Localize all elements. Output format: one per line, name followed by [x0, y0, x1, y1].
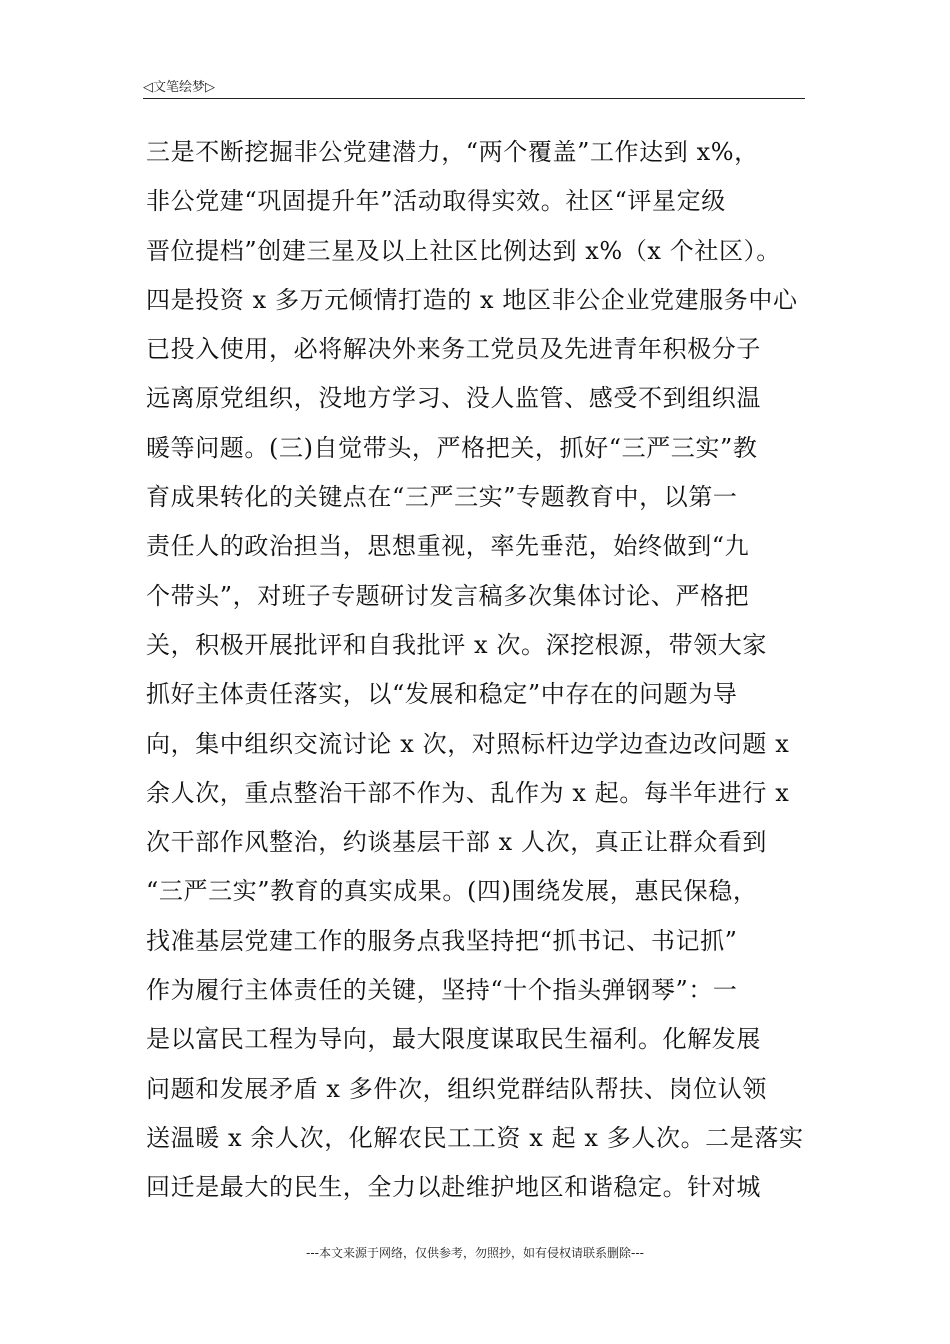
body-line: 找准基层党建工作的服务点我坚持把“抓书记、书记抓” — [146, 926, 738, 955]
body-line: 抓好主体责任落实，以“发展和稳定”中存在的问题为导 — [146, 680, 738, 709]
body-line: 回迁是最大的民生，全力以赴维护地区和谐稳定。针对城 — [146, 1173, 761, 1202]
page-header — [143, 74, 805, 99]
body-line: 是以富民工程为导向，最大限度谋取民生福利。化解发展 — [146, 1025, 761, 1054]
body-line: 四是投资 x 多万元倾情打造的 x 地区非公企业党建服务中心 — [146, 285, 798, 314]
body-line: 三是不断挖掘非公党建潜力，“两个覆盖”工作达到 x%， — [146, 138, 759, 166]
body-line: 次干部作风整治，约谈基层干部 x 人次，真正让群众看到 — [146, 828, 767, 857]
body-line: 问题和发展矛盾 x 多件次，组织党群结队帮扶、岗位认领 — [146, 1074, 767, 1103]
body-line: 关，积极开展批评和自我批评 x 次。深挖根源，带领大家 — [146, 630, 767, 659]
body-line: 余人次，重点整治干部不作为、乱作为 x 起。每半年进行 x — [146, 778, 790, 807]
body-line: 育成果转化的关键点在“三严三实”专题教育中，以第一 — [146, 483, 738, 512]
body-line: 作为履行主体责任的关键，坚持“十个指头弹钢琴”：一 — [146, 976, 738, 1005]
body-line: 远离原党组织，没地方学习、没人监管、感受不到组织温 — [146, 384, 761, 413]
header-title: ◁文笔绘梦▷ — [143, 80, 215, 95]
page-footer: ---本文来源于网络，仅供参考，勿照抄，如有侵权请联系删除--- — [306, 1246, 644, 1260]
body-line: 个带头”，对班子专题研讨发言稿多次集体讨论、严格把 — [146, 581, 750, 610]
document-body — [146, 128, 826, 1213]
body-line: 暖等问题。(三)自觉带头，严格把关，抓好“三严三实”教 — [146, 433, 758, 462]
body-line: 向，集中组织交流讨论 x 次，对照标杆边学边查边改问题 x — [146, 729, 790, 758]
body-line: 送温暖 x 余人次，化解农民工工资 x 起 x 多人次。二是落实 — [146, 1123, 804, 1152]
body-line: 非公党建“巩固提升年”活动取得实效。社区“评星定级 — [146, 187, 726, 216]
body-line: 已投入使用，必将解决外来务工党员及先进青年积极分子 — [146, 335, 761, 364]
body-line: “三严三实”教育的真实成果。(四)围绕发展，惠民保稳， — [146, 877, 758, 906]
body-line: 晋位提档”创建三星及以上社区比例达到 x%（x 个社区）。 — [146, 236, 781, 265]
body-line: 责任人的政治担当，思想重视，率先垂范，始终做到“九 — [146, 532, 750, 561]
